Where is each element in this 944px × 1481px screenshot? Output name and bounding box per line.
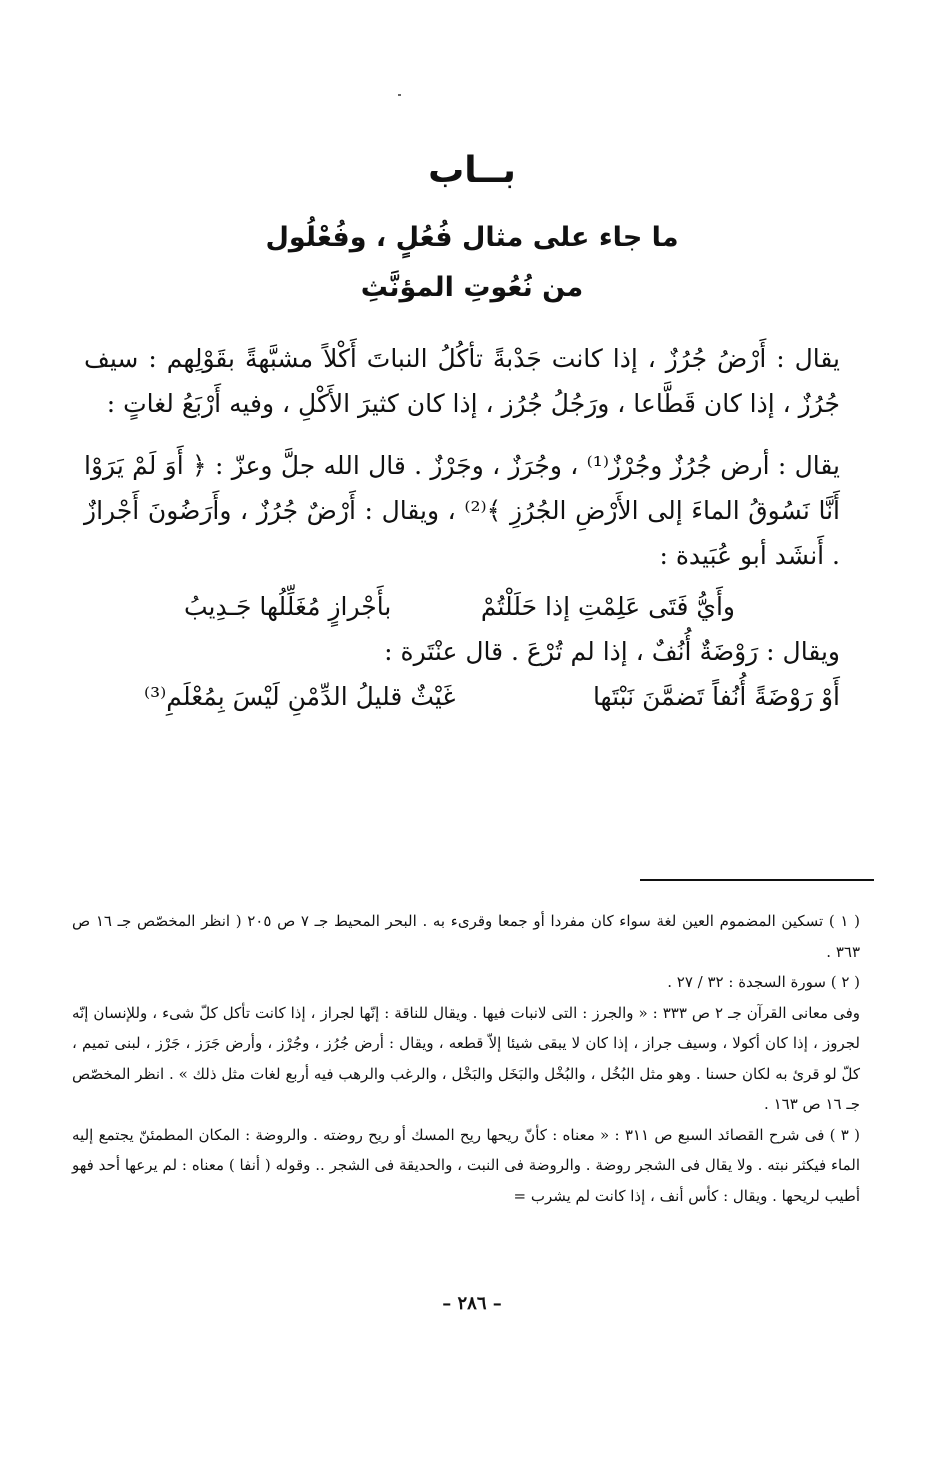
scan-speck [398,94,401,96]
footnote-2: ( ٢ ) سورة السجدة : ٣٢ / ٢٧ . [667,973,860,991]
verse-1-second-hemistich: بأَجْرازٍ مُغَلِّلُها جَـدِيبُ [184,592,392,621]
page-number: – ٢٨٦ – [442,1293,502,1314]
poetry-verse-1 [84,584,860,629]
paragraph-2: يقال : أرض جُرُزٌ وجُرْزٌ⁽¹⁾ ، وجُرَزٌ ، وجَرْزٌ . قال الله جلَّ وعزّ : ﴿ أَوَ لَمْ يَرَوْا أَنَّا نَسُوقُ الماءَ إلى الأَرْضِ الجُرُزِ ﴾⁽²⁾ ، ويقال : أَرْضٌ جُرُزٌ ، وأَرَضُونَ أَجْرازٌ . أَنشَد أبو عُبَيدة : [84,451,841,570]
footnote-1: ( ١ ) تسكين المضموم العين لغة سواء كان مفردا أو جمعا وقرىء به . البحر المحيط جـ ٧ ص ٢٠٥ ( انظر المخصّص جـ ١٦ ص ٣٦٣ . [72,912,861,961]
paragraph-1: يقال : أَرْضُ جُرُزٌ ، إذا كانت جَدْبةً تأكُلُ النباتَ أَكْلاً مشبَّهةً بقَوْلِهم : سيف جُرُزٌ ، إذا كان قَطَّاعا ، ورَجُلُ جُرُز ، إذا كان كثيرَ الأَكْلِ ، وفيه أَرْبَعُ لغاتٍ : [84,344,840,418]
footnote-separator [640,879,874,881]
poetry-verse-2 [84,674,860,719]
main-text [84,336,860,719]
footnotes [72,906,872,1211]
chapter-title: بــاب [428,150,516,191]
footnote-3: ( ٣ ) فى شرح القصائد السبع ص ٣١١ : « معناه : كأنّ ريحها ريح المسك أو ريح روضته . والروضة : المكان المطمئنّ يجتمع إليه الماء فيكثر نبته . ولا يقال فى الشجر روضة . والروضة فى النبت ، والحديقة فى الشجر .. وقوله ( أنفا ) معناه : لم يرعها أحد فهو أطيب لريحها . ويقال : كأس أنف ، إذا كانت لم يشرب = [72,1125,860,1205]
verse-2-first-hemistich: أَوْ رَوْضَةً أُنُفاً تَضمَّنَ نَبْتَها [592,682,840,711]
verse-1-first-hemistich: وأَيُّ فَتَى عَلِمْتِ إذا حَلَلْتُمْ [480,592,735,621]
verse-2-second-hemistich: غَيْثٌ قليلُ الدِّمْنِ لَيْسَ بِمُعْلَمِ⁽³⁾ [144,682,456,711]
footnote-2-continuation: وفى معانى القرآن جـ ٢ ص ٣٣٣ : « والجرز : التى لانبات فيها . ويقال للناقة : إنّها لجراز ، إذا كانت تأكل كلّ شىء ، وللإنسان إنّه لجروز ، إذا كان أكولا ، وسيف جراز ، إذا كان لا يبقى شيئا إلاّ قطعه ، ويقال : أرض جُرُز ، وجُرْز ، وأرض جَرَز ، جَرْز ، لبنى تميم ، كلّ لو قرئ به لكان حسنا . وهو مثل البُخُل ، والبُخْل والبَخَل والبَخْل ، والرغب والرهب فيه أربع لغات مثل ذلك » . انظر المخصّص جـ ١٦ ص ١٦٣ . [72,1003,860,1113]
paragraph-3: ويقال : رَوْضَةٌ أُنُفٌ ، إذا لم تُرْعَ . قال عنْتَرة : [384,637,840,666]
chapter-subtitle-line-1: ما جاء على مثال فُعُلٍ ، وفُعْلُول [265,222,679,253]
chapter-subtitle-line-2: من نُعُوتِ المؤنَّثِ [360,272,584,303]
